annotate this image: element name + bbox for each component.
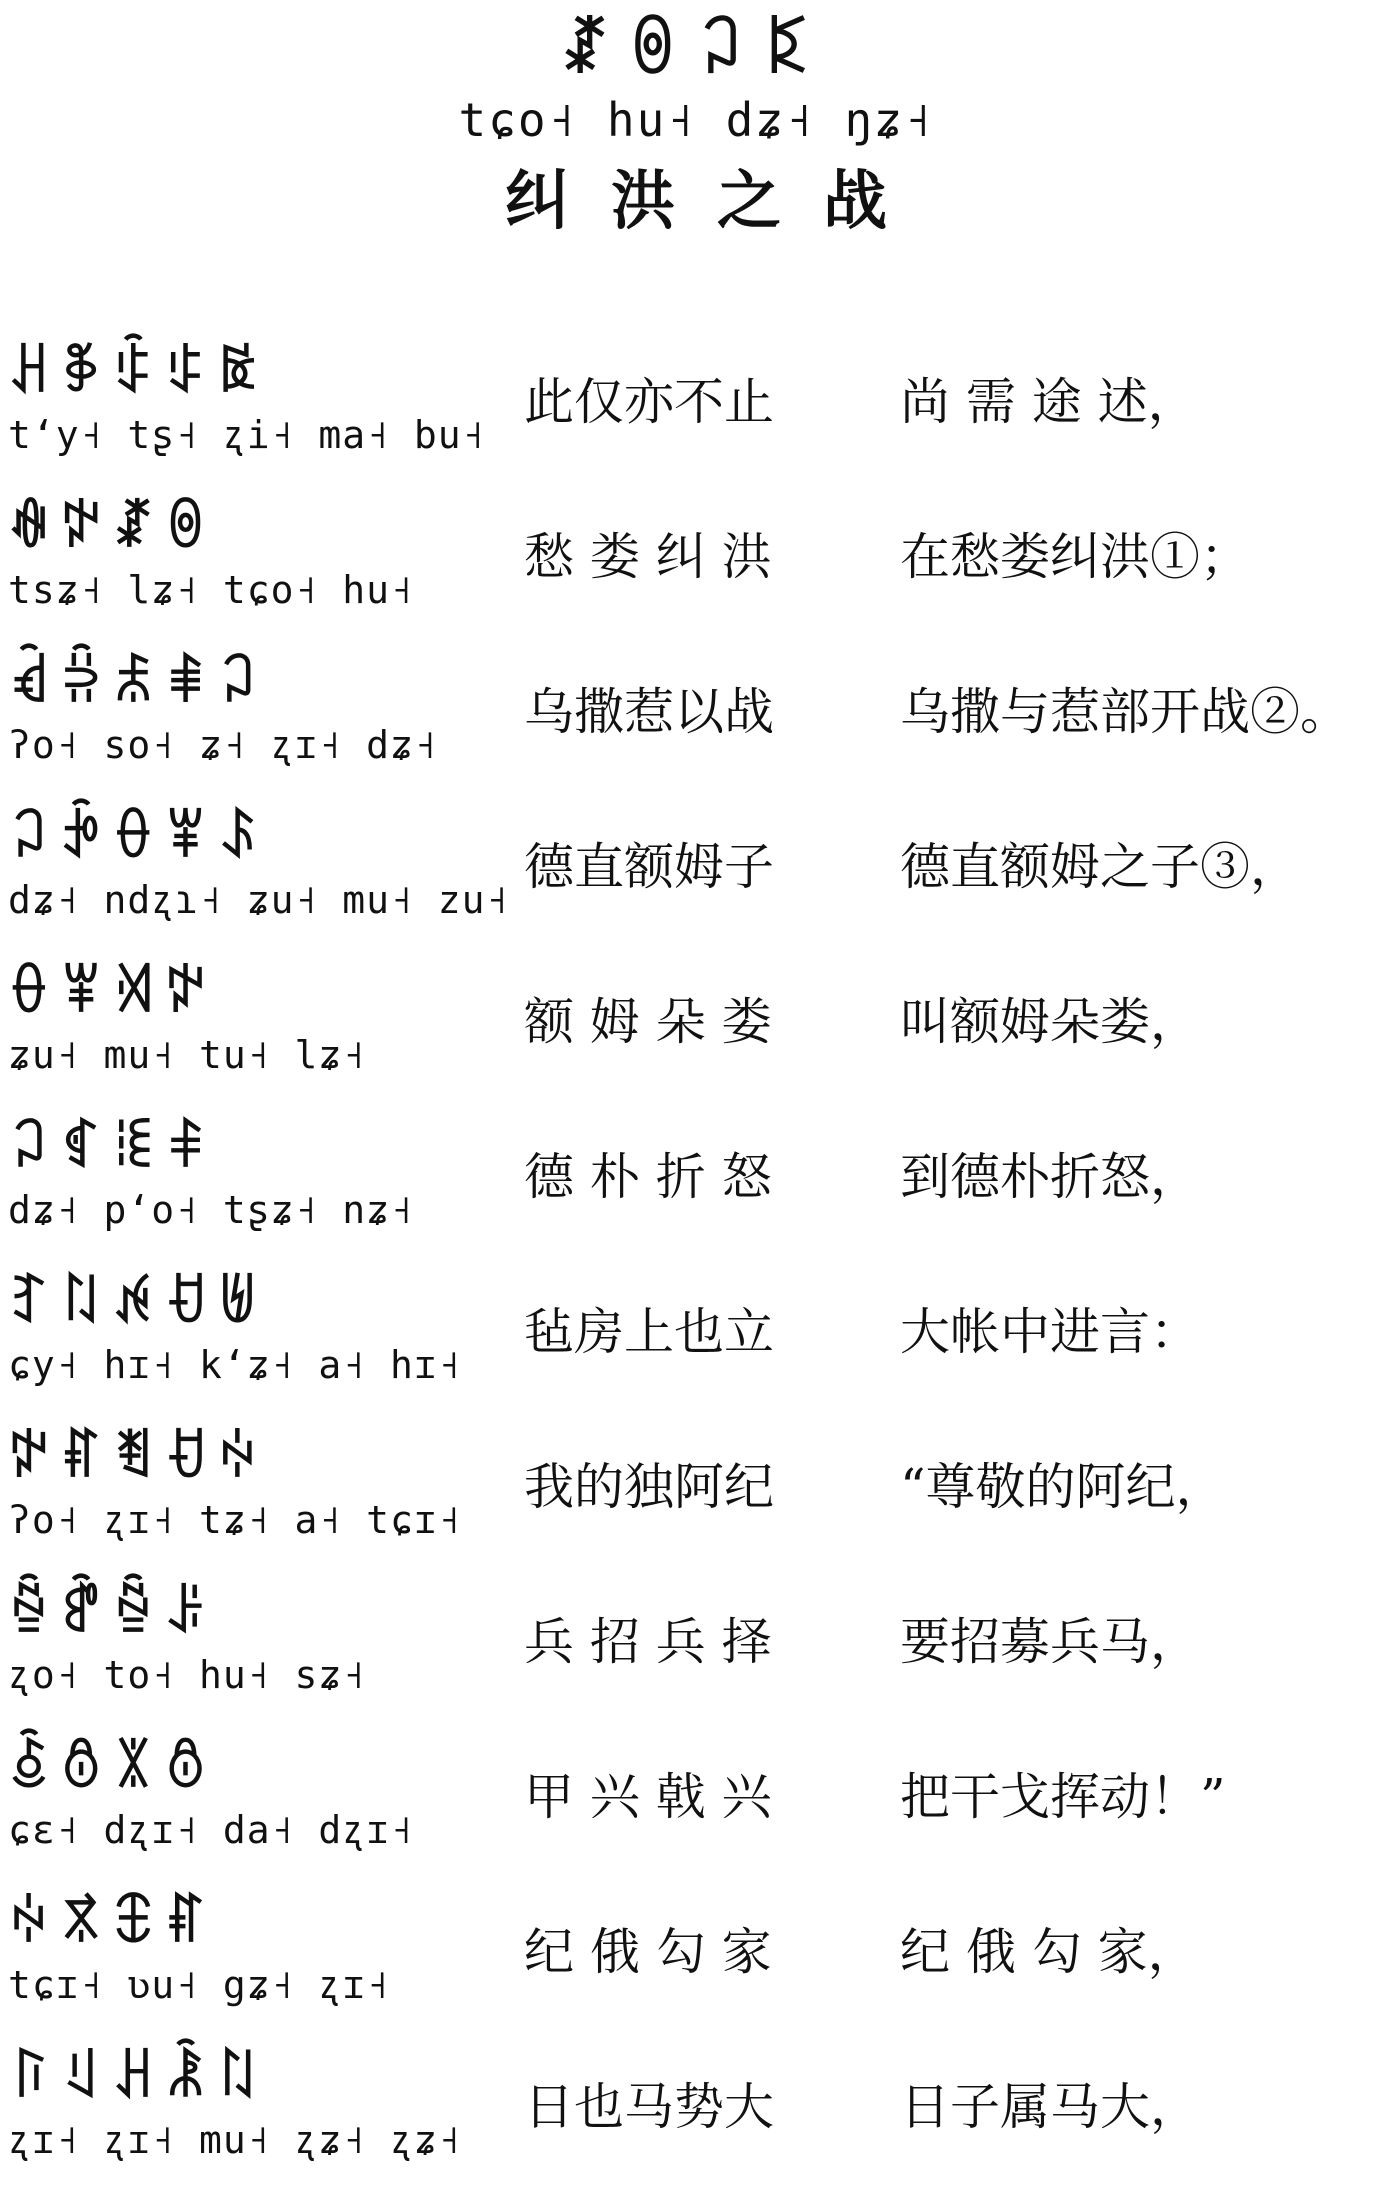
verse-row: [0, 1574, 1392, 1729]
yi-script: ꃀꃁꂷꂸꌺ: [8, 806, 269, 869]
literal-translation: 我的独阿纪: [524, 1458, 774, 1516]
yi-script: ꏢꃷꇞꐥ: [8, 1891, 217, 1954]
free-translation: 要招募兵马，: [900, 1613, 1200, 1671]
verse-row: [0, 489, 1392, 644]
literal-translation: 愁 娄 纠 洪: [524, 528, 772, 586]
literal-translation: 额 姆 朵 娄: [524, 993, 772, 1051]
verse-list: [0, 334, 1392, 2194]
verse-row: [0, 799, 1392, 954]
yi-romanization: ʑu˧ mu˧ tu˧ lʑ˧: [8, 1033, 367, 1077]
yi-line: [8, 799, 510, 949]
verse-row: [0, 1109, 1392, 1264]
yi-romanization: tʻy˧ tʂ˧ ʐi˧ ma˧ bu˧: [8, 413, 486, 457]
yi-romanization: dʑ˧ ndʐɿ˧ ʑu˧ mu˧ zu˧: [8, 878, 510, 922]
yi-line: [8, 1109, 448, 1259]
yi-script: ꃀꁍꊫꅪ: [8, 1116, 217, 1179]
verse-row: [0, 954, 1392, 1109]
free-translation: 德直额姆之子③，: [900, 838, 1300, 896]
literal-translation: 此仅亦不止: [524, 373, 774, 431]
verse-row: [0, 1884, 1392, 2039]
verse-row: [0, 1729, 1392, 1884]
free-translation: 乌撒与惹部开战②。: [900, 683, 1350, 741]
page-title-romanization: tɕo˧ hu˧ dʑ˧ ŋʑ˧: [458, 93, 934, 147]
page-title-yi: ꊨꉻꃀꌅ: [560, 14, 832, 88]
yi-line: [8, 954, 448, 1104]
yi-script: ꂷꂸꄉꉢ: [8, 961, 217, 1024]
verse-row: [0, 1419, 1392, 1574]
free-translation: 尚 需 途 述，: [900, 373, 1198, 431]
yi-romanization: tsʑ˧ lʑ˧ tɕo˧ hu˧: [8, 568, 414, 612]
literal-translation: 德直额姆子: [524, 838, 774, 896]
yi-line: [8, 1264, 462, 1414]
literal-translation: 甲 兴 戟 兴: [524, 1768, 772, 1826]
yi-romanization: ɕy˧ hɪ˧ kʻʑ˧ a˧ hɪ˧: [8, 1343, 462, 1387]
free-translation: 日子属马大，: [900, 2078, 1200, 2136]
yi-script: ꁩꍖꁩꌠ: [8, 1581, 217, 1644]
yi-romanization: tɕɪ˧ ʋu˧ gʑ˧ ʐɪ˧: [8, 1963, 391, 2007]
verse-row: [0, 644, 1392, 799]
yi-romanization: ʐɪ˧ ʐɪ˧ mu˧ ʐʑ˧ ʐʑ˧: [8, 2118, 462, 2162]
yi-romanization: ʔo˧ so˧ ʑ˧ ʐɪ˧ dʑ˧: [8, 723, 438, 767]
yi-script: ꑍꆹꃅꂾꇁ: [8, 2046, 269, 2109]
verse-row: [0, 334, 1392, 489]
yi-line: [8, 489, 448, 639]
free-translation: 纪 俄 勾 家，: [900, 1923, 1198, 1981]
free-translation: 大帐中进言：: [900, 1303, 1200, 1361]
free-translation: 在愁娄纠洪①；: [900, 528, 1250, 586]
yi-script: ꃸꄢꅬꑌꃀ: [8, 651, 269, 714]
yi-script: ꃅꃆꃇꃈꃉ: [8, 341, 269, 404]
literal-translation: 毡房上也立: [524, 1303, 774, 1361]
literal-translation: 日也马势大: [524, 2078, 774, 2136]
free-translation: 把干戈挥动！”: [900, 1768, 1226, 1826]
yi-script: ꊿꉢꊨꉻ: [8, 496, 217, 559]
yi-line: [8, 644, 448, 794]
verse-row: [0, 2039, 1392, 2194]
literal-translation: 纪 俄 勾 家: [524, 1923, 772, 1981]
literal-translation: 乌撒惹以战: [524, 683, 774, 741]
yi-script: ꉢꐥꄮꀀꏢ: [8, 1426, 269, 1489]
yi-romanization: ʔo˧ ʐɪ˧ tʑ˧ a˧ tɕɪ˧: [8, 1498, 462, 1542]
verse-row: [0, 1264, 1392, 1419]
yi-line: [8, 334, 486, 484]
page-title-chinese: 纠洪之战: [505, 164, 929, 239]
yi-line: [8, 1884, 448, 2034]
yi-script: ꆈꇁꉌꀀꉅ: [8, 1271, 269, 1334]
literal-translation: 兵 招 兵 择: [524, 1613, 772, 1671]
yi-romanization: ʐo˧ to˧ hu˧ sʑ˧: [8, 1653, 367, 1697]
literal-translation: 德 朴 折 怒: [524, 1148, 772, 1206]
free-translation: 到德朴折怒，: [900, 1148, 1200, 1206]
yi-romanization: ɕɛ˧ dʐɪ˧ da˧ dʐɪ˧: [8, 1808, 414, 1852]
yi-line: [8, 2039, 462, 2189]
free-translation: 叫额姆朵娄，: [900, 993, 1200, 1051]
yi-script: ꋢꉩꇓꉩ: [8, 1736, 217, 1799]
free-translation: “尊敬的阿纪，: [900, 1458, 1226, 1516]
yi-line: [8, 1729, 448, 1879]
yi-line: [8, 1419, 462, 1569]
yi-line: [8, 1574, 448, 1724]
yi-romanization: dʑ˧ pʻo˧ tʂʑ˧ nʑ˧: [8, 1188, 414, 1232]
